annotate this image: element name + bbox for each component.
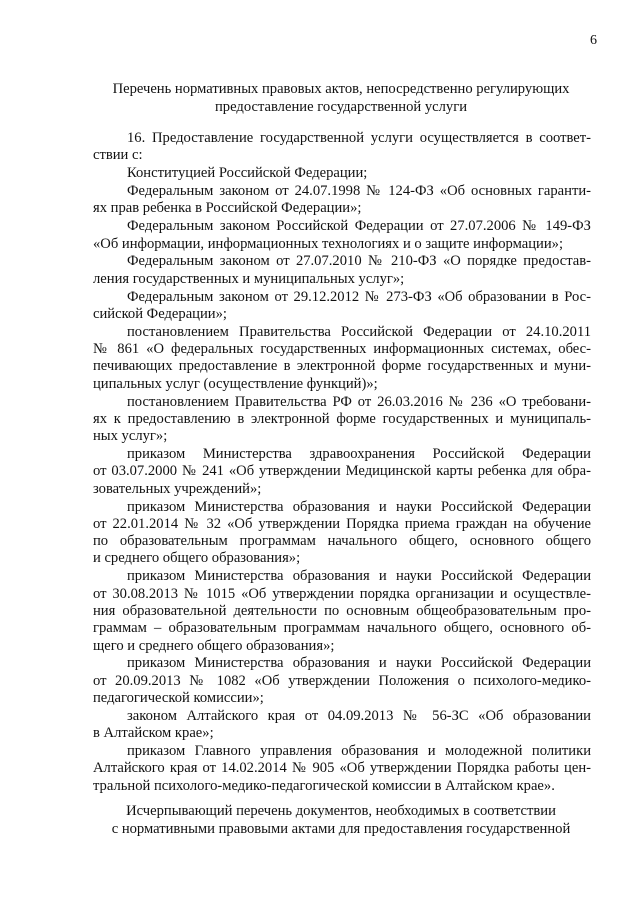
text-line: Алтайского края от 14.02.2014 № 905 «Об утверждении Порядка работы цен- xyxy=(93,760,591,777)
text-line: № 861 «О федеральных государственных информационных системах, обес- xyxy=(93,341,591,358)
text-line: постановлением Правительства Российской Федерации от 24.10.2011 xyxy=(127,323,591,340)
text-line: ях к предоставлению в электронной форме государственных и муниципаль- xyxy=(93,410,591,427)
text-line: Федеральным законом от 27.07.2010 № 210-ФЗ «О порядке предостав- xyxy=(127,253,591,270)
legal-acts-list xyxy=(93,130,591,796)
text-line: ния образовательной деятельности по основным общеобразовательным про- xyxy=(93,602,591,619)
list-item-gu905 xyxy=(93,743,591,795)
list-item-constitution xyxy=(93,165,591,182)
text-line: печивающих предоставление в электронной форме государственных и муни- xyxy=(93,358,591,375)
list-item-fz273 xyxy=(93,289,591,324)
text-line: приказом Министерства образования и науки Российской Федерации xyxy=(127,568,591,585)
text-line: от 22.01.2014 № 32 «Об утверждении Порядка приема граждан на обучение xyxy=(93,515,591,532)
text-line: по образовательным программам начального общего, основного общего xyxy=(93,533,591,550)
text-line: ципальных услуг (осуществление функций)»; xyxy=(93,375,378,392)
text-line: зовательных учреждений»; xyxy=(93,480,262,497)
text-line: щего и среднего общего образования»; xyxy=(93,637,335,654)
list-item-fz124 xyxy=(93,183,591,218)
heading-line: Исчерпывающий перечень документов, необходимых в соответствии xyxy=(126,803,556,819)
list-item-p16 xyxy=(93,130,591,165)
text-line: приказом Министерства образования и науки Российской Федерации xyxy=(127,498,591,515)
list-item-mz241 xyxy=(93,446,591,498)
text-line: 16. Предоставление государственной услуги осуществляется в соответ- xyxy=(127,130,591,146)
list-item-pp236 xyxy=(93,394,591,446)
text-line: граммам – образовательным программам начального общего, основного об- xyxy=(93,620,591,637)
text-line: Конституцией Российской Федерации; xyxy=(127,165,368,182)
page-number: 6 xyxy=(590,33,597,48)
list-item-ak56 xyxy=(93,708,591,743)
heading-line: Перечень нормативных правовых актов, непосредственно регулирующих xyxy=(112,81,570,97)
text-line: приказом Министерства здравоохранения Российской Федерации xyxy=(127,446,591,463)
text-line: Федеральным законом Российской Федерации от 27.07.2006 № 149-ФЗ xyxy=(127,218,591,235)
text-line: «Об информации, информационных технологиях и о защите информации»; xyxy=(93,235,563,252)
text-line: ления государственных и муниципальных услуг»; xyxy=(93,270,405,287)
text-line: и среднего общего образования»; xyxy=(93,550,301,567)
section-heading-documents xyxy=(92,803,590,838)
text-line: приказом Министерства образования и науки Российской Федерации xyxy=(127,655,591,672)
list-item-fz210 xyxy=(93,253,591,288)
text-line: от 20.09.2013 № 1082 «Об утверждении Положения о психолого-медико- xyxy=(93,672,591,689)
heading-line: предоставление государственной услуги xyxy=(215,98,467,115)
text-line: в Алтайском крае»; xyxy=(93,725,214,742)
list-item-fz149 xyxy=(93,218,591,253)
list-item-mon1015 xyxy=(93,568,591,654)
text-line: от 30.08.2013 № 1015 «Об утверждении порядка организации и осуществле- xyxy=(93,585,591,602)
text-line: Федеральным законом от 24.07.1998 № 124-ФЗ «Об основных гаранти- xyxy=(127,183,591,200)
text-line: сийской Федерации»; xyxy=(93,305,227,322)
text-line: ях прав ребенка в Российской Федерации»; xyxy=(93,200,362,217)
text-line: приказом Главного управления образования и молодежной политики xyxy=(127,743,591,760)
text-line: постановлением Правительства РФ от 26.03.2016 № 236 «О требовани- xyxy=(127,393,591,410)
text-line: ствии с: xyxy=(93,147,143,164)
list-item-mon32 xyxy=(93,499,591,568)
section-heading-legal-acts xyxy=(92,81,590,116)
text-line: Федеральным законом от 29.12.2012 № 273-ФЗ «Об образовании в Рос- xyxy=(127,288,591,305)
text-line: ных услуг»; xyxy=(93,428,168,445)
text-line: педагогической комиссии»; xyxy=(93,690,264,707)
text-line: от 03.07.2000 № 241 «Об утверждении Медицинской карты ребенка для обра- xyxy=(93,463,591,480)
heading-line: с нормативными правовыми актами для предоставления государственной xyxy=(111,820,571,837)
list-item-mon1082 xyxy=(93,655,591,707)
text-line: законом Алтайского края от 04.09.2013 № 56-ЗС «Об образовании xyxy=(127,707,591,724)
list-item-pp861 xyxy=(93,324,591,393)
text-line: тральной психолого-медико-педагогической комиссии в Алтайском крае». xyxy=(93,777,555,794)
